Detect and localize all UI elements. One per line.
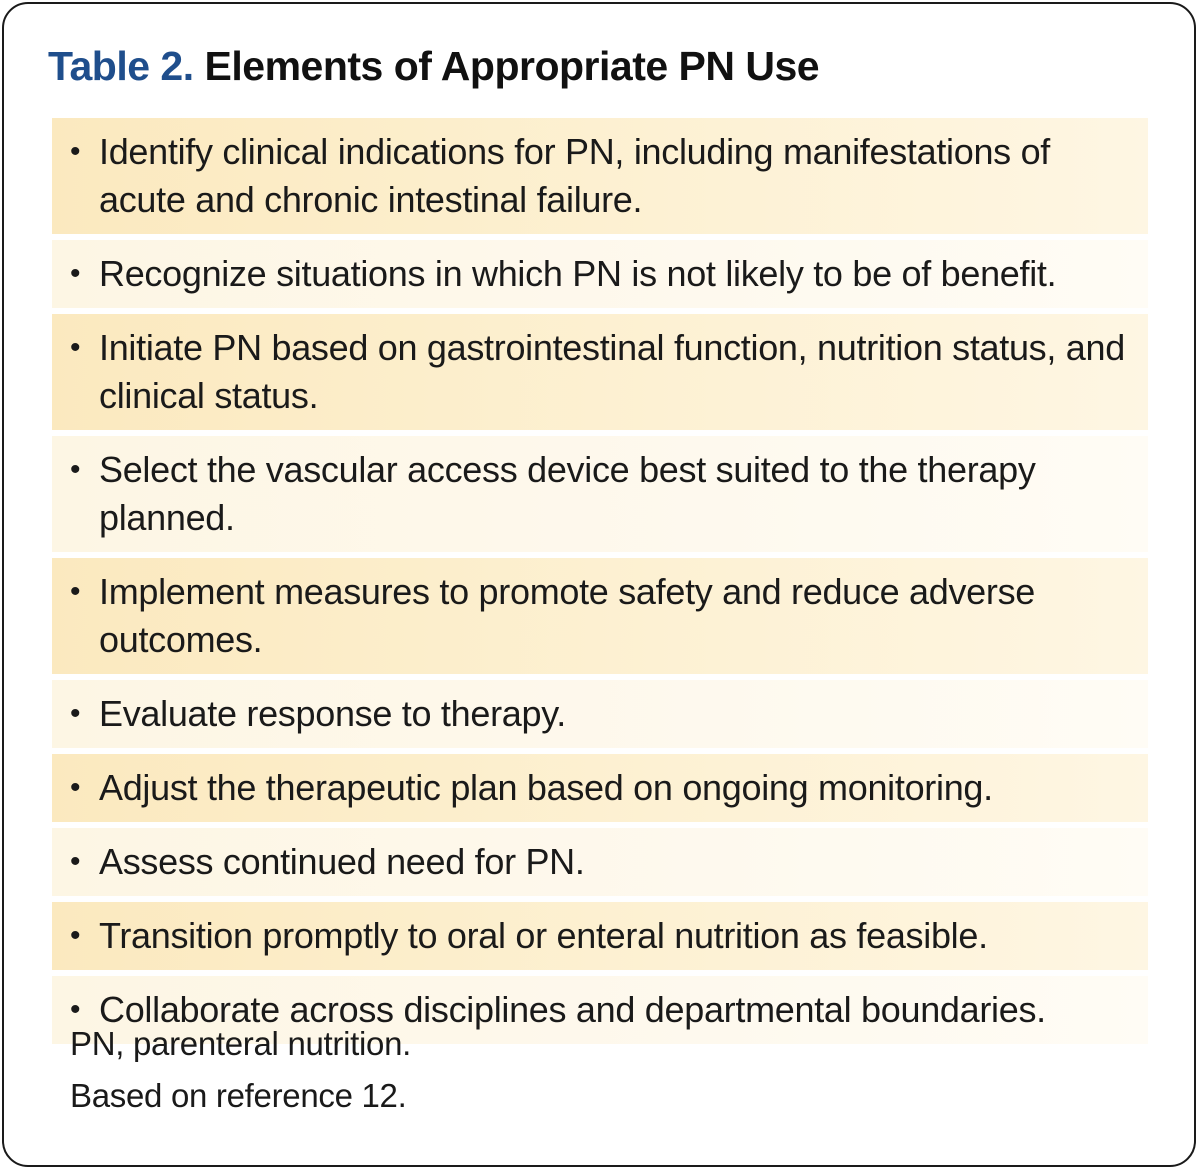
list-item-text: Implement measures to promote safety and reduce adverse outcomes. <box>99 571 1035 660</box>
list-item <box>52 558 1148 674</box>
table-heading: Elements of Appropriate PN Use <box>204 43 820 89</box>
list-item-text: Adjust the therapeutic plan based on ongoing monitoring. <box>99 767 993 808</box>
bullet-icon: • <box>70 575 81 608</box>
table-title <box>48 42 819 91</box>
list-item-text: Assess continued need for PN. <box>99 841 585 882</box>
list-item <box>52 118 1148 234</box>
list-item <box>52 828 1148 896</box>
list-item-text: Transition promptly to oral or enteral nutrition as feasible. <box>99 915 988 956</box>
list-item <box>52 436 1148 552</box>
list-item <box>52 902 1148 970</box>
list-item <box>52 754 1148 822</box>
bullet-icon: • <box>70 919 81 952</box>
bullet-icon: • <box>70 993 81 1026</box>
footnote-reference: Based on reference 12. <box>70 1077 407 1114</box>
list-item-text: Collaborate across disciplines and departmental boundaries. <box>99 989 1046 1030</box>
list-item <box>52 314 1148 430</box>
list-item-text: Identify clinical indications for PN, including manifestations of acute and chronic intestinal failure. <box>99 131 1050 220</box>
bullet-icon: • <box>70 697 81 730</box>
bullet-icon: • <box>70 845 81 878</box>
table-number: Table 2. <box>48 43 194 89</box>
bullet-icon: • <box>70 771 81 804</box>
bullet-icon: • <box>70 331 81 364</box>
list-item-text: Select the vascular access device best suited to the therapy planned. <box>99 449 1036 538</box>
list-item-text: Recognize situations in which PN is not likely to be of benefit. <box>99 253 1057 294</box>
bullet-icon: • <box>70 453 81 486</box>
list-item <box>52 680 1148 748</box>
footnote-abbreviation: PN, parenteral nutrition. <box>70 1025 412 1062</box>
bullet-icon: • <box>70 257 81 290</box>
list-item-text: Evaluate response to therapy. <box>99 693 566 734</box>
element-list <box>52 118 1148 1050</box>
bullet-icon: • <box>70 135 81 168</box>
table-footnotes <box>70 1018 411 1122</box>
list-item <box>52 240 1148 308</box>
list-item-text: Initiate PN based on gastrointestinal function, nutrition status, and clinical status. <box>99 327 1125 416</box>
